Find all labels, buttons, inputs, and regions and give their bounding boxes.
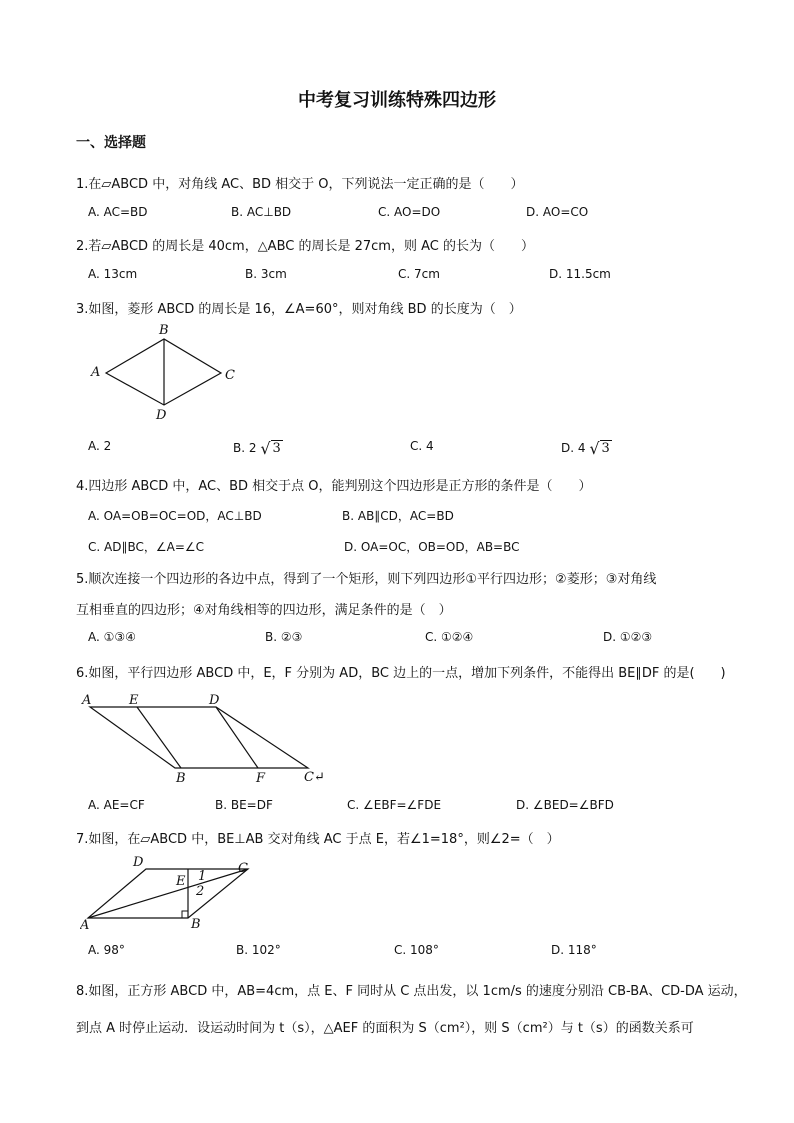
figure-label-d: D (209, 693, 220, 708)
figure-label-d: D (156, 408, 167, 423)
q1-option-a: A. AC=BD (88, 205, 148, 219)
q3-option-b-wrap (233, 439, 283, 458)
rhombus-figure (85, 318, 255, 426)
sqrt-symbol: √ 3 (589, 439, 610, 458)
q5-option-a: A. ①③④ (88, 630, 136, 644)
q4-option-b: B. AB∥CD，AC=BD (342, 509, 454, 523)
q1-option-b: B. AC⊥BD (231, 205, 292, 219)
q7-option-d: D. 118° (551, 943, 597, 957)
q1-option-c: C. AO=DO (378, 205, 441, 219)
q4-option-a: A. OA=OB=OC=OD，AC⊥BD (88, 509, 262, 523)
sqrt-symbol: √ 3 (260, 439, 281, 458)
q7-option-c: C. 108° (394, 943, 439, 957)
question-2-stem: 2.若▱ABCD 的周长是 40cm，△ABC 的周长是 27cm，则 AC 的长为（ ） (76, 239, 534, 254)
question-4-stem: 4.四边形 ABCD 中，AC、BD 相交于点 O，能判别这个四边形是正方形的条件是（ ） (76, 479, 592, 494)
question-8-stem-line2: 到点 A 时停止运动．设运动时间为 t（s），△AEF 的面积为 S（cm²），则 S（cm²）与 t（s）的函数关系可 (76, 1021, 694, 1036)
q2-option-b: B. 3cm (245, 267, 287, 281)
figure-label-a: A (80, 918, 90, 932)
q3-option-d: D. 4 (561, 441, 586, 455)
question-1-stem: 1.在▱ABCD 中，对角线 AC、BD 相交于 O，下列说法一定正确的是（ ） (76, 177, 524, 192)
figure-label-c: C↵ (304, 770, 325, 785)
figure-label-c: C (225, 368, 235, 383)
figure-label-f: F (256, 771, 266, 786)
q6-option-a: A. AE=CF (88, 798, 145, 812)
q7-option-a: A. 98° (88, 943, 125, 957)
q3-radicand-b: 3 (272, 441, 281, 456)
figure-label-b: B (159, 323, 169, 338)
figure-label-a: A (82, 693, 92, 708)
q5-option-c: C. ①②④ (425, 630, 474, 644)
question-3-stem: 3.如图，菱形 ABCD 的周长是 16，∠A=60°，则对角线 BD 的长度为（ ） (76, 302, 522, 317)
figure-label-c: C (238, 861, 248, 876)
question-8-stem-line1: 8.如图，正方形 ABCD 中，AB=4cm，点 E、F 同时从 C 点出发，以 1cm/s 的速度分别沿 CB-BA、CD-DA 运动， (76, 984, 747, 999)
figure-label-b: B (191, 917, 201, 932)
q5-option-b: B. ②③ (265, 630, 303, 644)
parallelogram-figure-q6 (78, 690, 338, 788)
q3-option-d-wrap (561, 439, 612, 458)
section-heading: 一、选择题 (76, 135, 146, 151)
question-6-stem: 6.如图，平行四边形 ABCD 中，E，F 分别为 AD，BC 边上的一点，增加下列条件，不能得出 BE∥DF 的是( ) (76, 666, 726, 681)
q3-option-c: C. 4 (410, 439, 434, 453)
figure-label-e: E (176, 874, 186, 889)
question-7-stem: 7.如图，在▱ABCD 中，BE⊥AB 交对角线 AC 于点 E，若∠1=18°，则∠2=（ ） (76, 832, 560, 847)
q5-option-d: D. ①②③ (603, 630, 653, 644)
q2-option-d: D. 11.5cm (549, 267, 611, 281)
figure-label-e: E (129, 693, 139, 708)
q6-option-c: C. ∠EBF=∠FDE (347, 798, 442, 812)
angle-label-1: 1 (198, 869, 207, 884)
parallelogram-figure-q7 (80, 852, 260, 932)
q3-option-b: B. 2 (233, 441, 257, 455)
q4-option-c: C. AD∥BC，∠A=∠C (88, 540, 205, 554)
figure-label-a: A (91, 365, 101, 380)
angle-label-2: 2 (196, 884, 205, 899)
q2-option-c: C. 7cm (398, 267, 440, 281)
q6-option-b: B. BE=DF (215, 798, 273, 812)
q6-option-d: D. ∠BED=∠BFD (516, 798, 614, 812)
q4-option-d: D. OA=OC，OB=OD，AB=BC (344, 540, 520, 554)
page-title: 中考复习训练特殊四边形 (298, 90, 496, 111)
question-5-stem-line1: 5.顺次连接一个四边形的各边中点，得到了一个矩形，则下列四边形①平行四边形；②菱形；③对角线 (76, 572, 657, 587)
question-5-stem-line2: 互相垂直的四边形；④对角线相等的四边形，满足条件的是（ ） (76, 603, 452, 618)
q3-radicand-d: 3 (601, 441, 610, 456)
figure-label-d: D (133, 855, 144, 870)
q7-option-b: B. 102° (236, 943, 281, 957)
q3-option-a: A. 2 (88, 439, 112, 453)
figure-label-b: B (176, 771, 186, 786)
q1-option-d: D. AO=CO (526, 205, 589, 219)
q2-option-a: A. 13cm (88, 267, 138, 281)
